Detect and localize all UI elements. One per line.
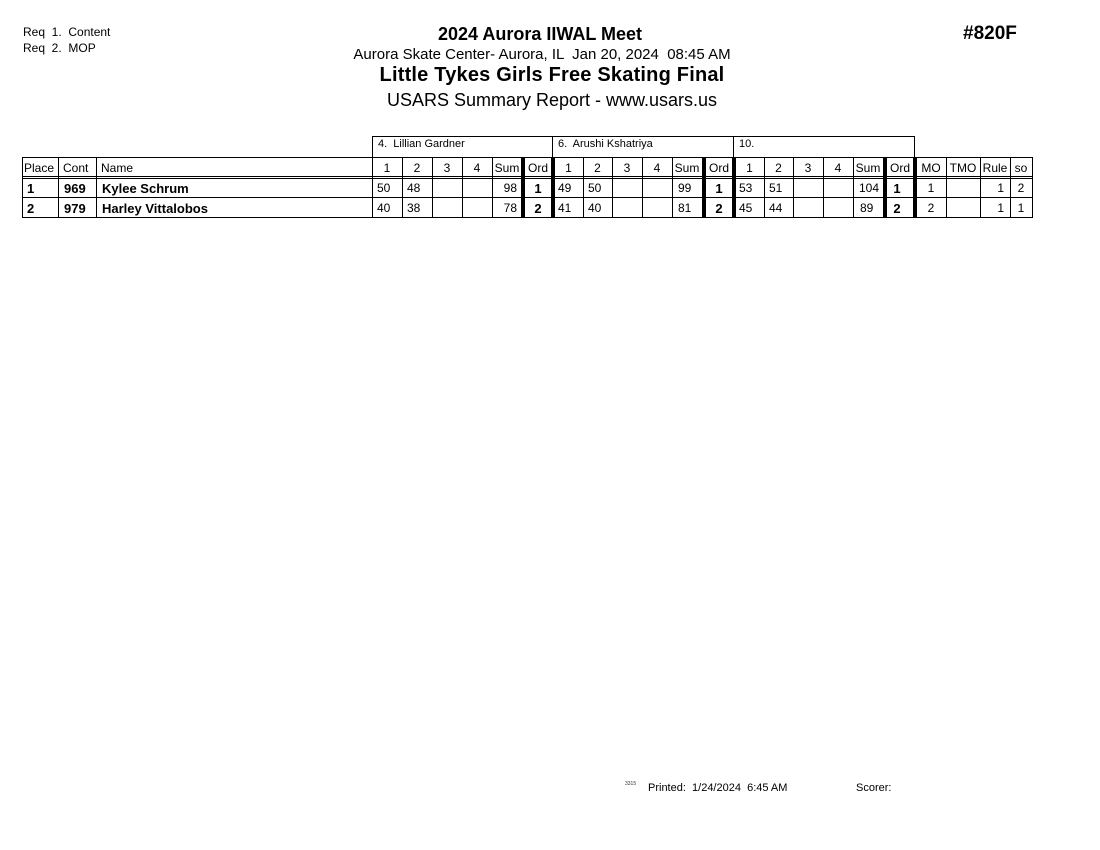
row2-tmo (946, 199, 980, 218)
row1-j1-score3 (432, 179, 462, 198)
row2-j1-score4 (462, 199, 492, 218)
divider (372, 136, 373, 158)
row2-j2-score2: 40 (588, 201, 602, 215)
row2-place: 2 (27, 201, 35, 216)
column-header-so: so (1014, 161, 1028, 175)
column-header-name: Name (101, 161, 134, 175)
event-number: #820F (963, 23, 1017, 44)
event-title: Little Tykes Girls Free Skating Final (379, 64, 725, 86)
row1-j3-score1: 53 (739, 181, 753, 195)
column-header-j2-sum: Sum (674, 161, 700, 175)
row2-j2-ord: 2 (715, 201, 723, 216)
meet-title: 2024 Aurora IIWAL Meet (437, 24, 643, 44)
row1-j1-ord: 1 (534, 181, 542, 196)
row2-j1-score3 (432, 199, 462, 218)
row1-rule: 1 (997, 181, 1004, 195)
row2-j2-sum: 81 (678, 201, 692, 215)
row1-j1-score4 (462, 179, 492, 198)
row1-place: 1 (27, 181, 35, 196)
column-header-j3-score3: 3 (804, 161, 812, 175)
row2-j3-score4 (823, 199, 853, 218)
row2-j1-sum: 78 (503, 201, 517, 215)
row1-j2-score1: 49 (558, 181, 572, 195)
row1-cont: 969 (64, 181, 86, 196)
divider (914, 136, 915, 158)
row2-so: 1 (1017, 201, 1025, 215)
divider (1032, 157, 1033, 218)
row1-j2-score2: 50 (588, 181, 602, 195)
venue-line: Aurora Skate Center- Aurora, IL Jan 20, 2024 08:45 AM (353, 46, 731, 63)
printed-timestamp: Printed: 1/24/2024 6:45 AM (648, 782, 788, 794)
column-header-place: Place (24, 161, 55, 175)
column-header-j1-sum: Sum (494, 161, 520, 175)
judge-header-1: 4. Lillian Gardner (378, 138, 465, 150)
column-header-j1-score1: 1 (383, 161, 391, 175)
row1-j3-score3 (793, 179, 823, 198)
row1-j3-score2: 51 (769, 181, 783, 195)
row1-j2-score3 (612, 179, 642, 198)
row1-so: 2 (1017, 181, 1025, 195)
requirement-2: Req 2. MOP (23, 41, 96, 55)
divider (552, 136, 553, 158)
column-header-j2-score3: 3 (623, 161, 631, 175)
row2-cont: 979 (64, 201, 86, 216)
row2-j3-sum: 89 (860, 201, 874, 215)
row1-j1-sum: 98 (503, 181, 517, 195)
row1-tmo (946, 179, 980, 198)
column-header-j2-ord: Ord (708, 161, 729, 175)
column-header-j2-score4: 4 (653, 161, 661, 175)
judge-header-3: 10. (739, 138, 755, 150)
divider (733, 136, 734, 158)
row2-mo: 2 (927, 201, 935, 215)
column-header-j1-ord: Ord (527, 161, 548, 175)
row2-j3-score1: 45 (739, 201, 753, 215)
results-table (0, 0, 1100, 260)
footer-code: 3315 (625, 781, 637, 787)
column-header-cont: Cont (63, 161, 89, 175)
row2-j3-score3 (793, 199, 823, 218)
column-header-j2-score2: 2 (594, 161, 601, 175)
row2-j1-ord: 2 (534, 201, 542, 216)
row2-j2-score4 (642, 199, 672, 218)
column-header-j3-score1: 1 (746, 161, 753, 175)
judge-header-2: 6. Arushi Kshatriya (558, 138, 653, 150)
row2-j2-score1: 41 (558, 201, 572, 215)
column-header-j2-score1: 1 (565, 161, 572, 175)
row1-j1-score2: 48 (407, 181, 421, 195)
judge-header-top-border (372, 136, 915, 137)
column-header-j3-sum: Sum (855, 161, 881, 175)
column-header-j3-score4: 4 (834, 161, 842, 175)
report-title: USARS Summary Report - www.usars.us (386, 90, 718, 110)
row1-mo: 1 (927, 181, 935, 195)
row1-j3-score4 (823, 179, 853, 198)
column-header-j1-score3: 3 (443, 161, 451, 175)
column-header-j1-score2: 2 (413, 161, 421, 175)
row1-j3-ord: 1 (893, 181, 901, 196)
row2-j1-score2: 38 (407, 201, 421, 215)
column-header-tmo: TMO (949, 161, 977, 175)
row1-j2-ord: 1 (715, 181, 723, 196)
row2-j3-ord: 2 (893, 201, 901, 216)
row2-j1-score1: 40 (377, 201, 391, 215)
row1-j3-sum: 104 (858, 181, 879, 195)
row1-j2-score4 (642, 179, 672, 198)
row2-j2-score3 (612, 199, 642, 218)
row2-j3-score2: 44 (769, 201, 783, 215)
column-header-mo: MO (921, 161, 941, 175)
row2-rule: 1 (997, 201, 1004, 215)
row1-j1-score1: 50 (377, 181, 391, 195)
column-header-rule: Rule (982, 161, 1008, 175)
column-header-j3-ord: Ord (889, 161, 910, 175)
row1-j2-sum: 99 (678, 181, 692, 195)
row1-name: Kylee Schrum (102, 181, 189, 196)
requirement-1: Req 1. Content (23, 25, 111, 39)
column-header-j1-score4: 4 (473, 161, 481, 175)
row2-name: Harley Vittalobos (102, 201, 208, 216)
column-header-j3-score2: 2 (775, 161, 782, 175)
scorer-label: Scorer: (856, 782, 892, 794)
